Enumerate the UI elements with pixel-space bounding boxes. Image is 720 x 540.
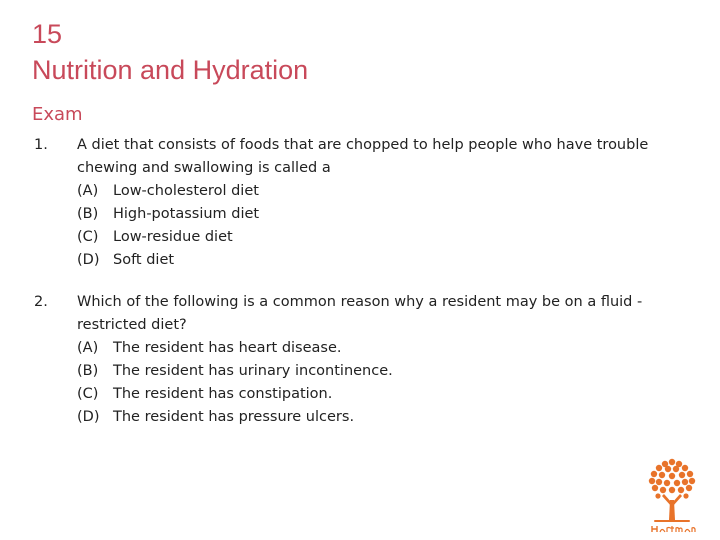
option-text: The resident has urinary incontinence. — [113, 363, 393, 379]
question-text: A diet that consists of foods that are chopped to help people who have trouble chewing and swallowing is called a — [77, 137, 649, 176]
question-number: 1. — [34, 137, 48, 153]
question-body — [77, 134, 704, 272]
option-letter: (C) — [77, 229, 99, 245]
option-text: Soft diet — [113, 252, 175, 268]
hartman-logo-icon — [640, 456, 704, 534]
answer-option-a — [77, 337, 704, 360]
option-text: The resident has constipation. — [113, 386, 333, 402]
option-text: Low-cholesterol diet — [113, 183, 259, 199]
section-title: Exam — [32, 104, 83, 125]
option-letter: (C) — [77, 386, 99, 402]
option-letter: (A) — [77, 183, 99, 199]
answer-option-d — [77, 249, 704, 272]
option-letter: (A) — [77, 340, 99, 356]
question-body — [77, 291, 704, 429]
option-text: The resident has pressure ulcers. — [113, 409, 355, 425]
answer-option-c — [77, 226, 704, 249]
option-letter: (B) — [77, 363, 99, 379]
question-text: Which of the following is a common reason why a resident may be on a fluid -restricted diet? — [77, 294, 643, 333]
chapter-number: 15 — [32, 19, 63, 49]
question-1 — [34, 134, 704, 272]
answer-option-c — [77, 383, 704, 406]
option-text: High-potassium diet — [113, 206, 260, 222]
answer-option-b — [77, 203, 704, 226]
option-letter: (D) — [77, 409, 100, 425]
question-number: 2. — [34, 294, 48, 310]
answer-option-d — [77, 406, 704, 429]
option-text: Low-residue diet — [113, 229, 233, 245]
answer-option-b — [77, 360, 704, 383]
option-letter: (D) — [77, 252, 100, 268]
chapter-heading — [32, 16, 308, 88]
answer-option-a — [77, 180, 704, 203]
option-text: The resident has heart disease. — [113, 340, 342, 356]
option-letter: (B) — [77, 206, 99, 222]
chapter-title: Nutrition and Hydration — [32, 55, 309, 85]
question-2 — [34, 291, 704, 429]
